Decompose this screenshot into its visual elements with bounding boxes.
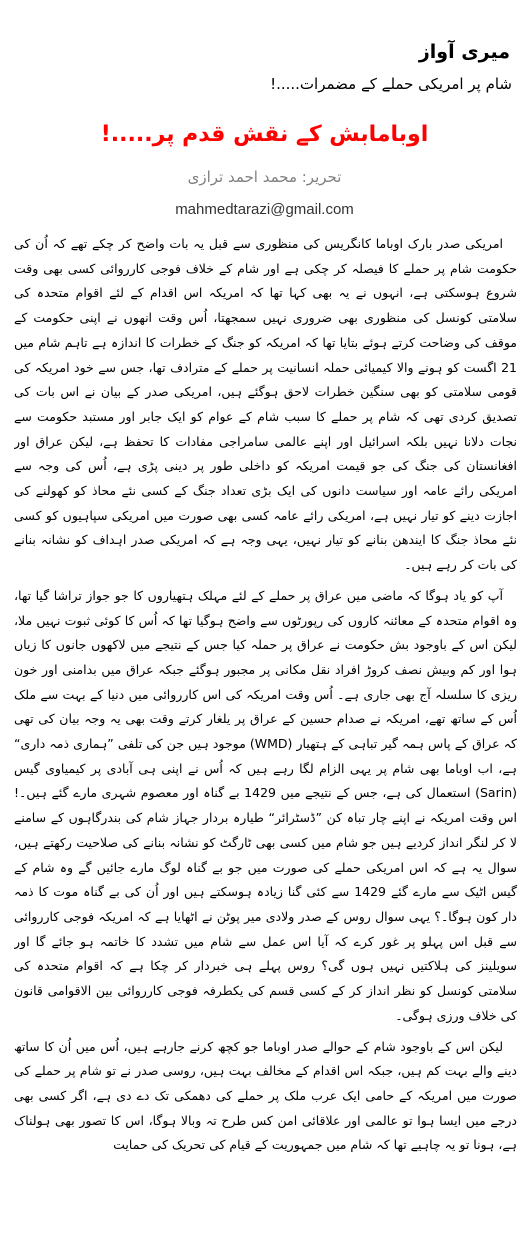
article-paragraph-1: امریکی صدر بارک اوباما کانگریس کی منظوری سے قبل یہ بات واضح کر چکے تھے کہ اُن کی حکومت شام پر حملے کا فیصلہ کر چکی ہے اور شام کے خلاف فوجی کارروائی کسی بھی وقت شروع ہوسکتی ہے، انہوں نے یہ بھی کہا تھا کہ امریکہ اس اقدام کے لئے اقوام متحدہ کی سلامتی کونسل کی منظوری بھی ضروری نہیں سمجھتا، اُس وقت انھوں نے اپنی حکومت کے موقف کی وضاحت کرتے ہوئے بتایا تھا کہ امریکہ کو جنگ کے خطرات کا اندازہ ہے تاہم شام میں 21 اگست کو ہونے والا کیمیائی حملہ انسانیت پر حملے کے مترادف تھا، جس سے خود امریکہ کی قومی سلامتی کو بھی سنگین خطرات لاحق ہوگئے ہیں، امریکی صدر کے بیان نے اس بات کی تصدیق کردی تھی کہ شام پر حملے کا سبب شام کے عوام کو ایک جابر اور مستبد حکومت سے نجات دلانا نہیں بلکہ اسرائیل اور اپنے عالمی سامراجی مفادات کا تحفظ ہے، لیکن عراق اور افغانستان کی جنگ کی جو قیمت امریکہ کو داخلی طور پر دینی پڑی ہے، اُس کی وجہ سے امریکی رائے عامہ اور سیاست دانوں کی ایک بڑی تعداد جنگ کے کسی نئے محاذ کو کھولنے کی اجازت دینے کو تیار نہیں ہے، امریکی رائے عامہ کسی بھی صورت میں امریکی سپاہیوں کو کسی نئے محاذ جنگ کا ایندھن بنانے کو تیار نہیں، یہی وجہ ہے کہ امریکی صدر اہداف کو نشانہ بنانے کی بات کر رہے ہیں۔ — [14, 236, 517, 573]
article-paragraph-3: لیکن اس کے باوجود شام کے حوالے صدر اوباما جو کچھ کرنے جارہے ہیں، اُس میں اُن کا ساتھ دینے والے بہت کم ہیں، جبکہ اس اقدام کے مخالف بہت ہیں، روسی صدر نے تو شام پر حملے کی صورت میں امریکہ کے حامی ایک عرب ملک پر حملے کی دھمکی تک دے دی ہے، اگر کسی بھی درجے میں ایسا ہوا تو عالمی اور علاقائی امن کس طرح تہ وبالا ہوگا، اس کا تصور بھی ہولناک ہے، ہونا تو یہ چاہیے تھا کہ شام میں جمہوریت کے قیام کی تحریک کی حمایت — [14, 1038, 517, 1153]
article-subheading: شام پر امریکی حملے کے مضمرات.....! — [270, 75, 512, 93]
article-headline: اوبامابش کے نقش قدم پر.....! — [100, 122, 429, 147]
author-byline: تحریر: محمد احمد ترازی — [187, 168, 342, 186]
article-body — [14, 232, 517, 1258]
column-title: میری آواز — [418, 41, 510, 63]
author-email: mahmedtarazi@gmail.com — [175, 201, 354, 218]
article-paragraph-2: آپ کو یاد ہوگا کہ ماضی میں عراق پر حملے کے لئے مہلک ہتھیاروں کا جو جواز تراشا گیا تھا، وہ اقوام متحدہ کے معائنہ کاروں کی رپورٹوں سے واضح ہوگیا تھا کہ اُس کا کوئی ثبوت نہیں ملا، لیکن اس کے باوجود بش حکومت نے عراق پر حملہ کیا جس کے نتیجے میں لاکھوں جانوں کا زیاں ہوا اور کم وبیش نصف کروڑ افراد نقل مکانی پر مجبور ہوگئے جبکہ عراق میں بدامنی اور خون ریزی کا سلسلہ آج بھی جاری ہے۔ اُس وقت امریکہ کی اس کارروائی میں دنیا کے بہت سے ملک اُس کے ساتھ تھے، امریکہ نے صدام حسین کے عراق پر یلغار کرتے وقت بھی یہ وجہ بیان کی تھی کہ عراق کے پاس ہمہ گیر تباہی کے ہتھیار (WMD) موجود ہیں جن کی تلفی ”ہماری ذمہ داری“ ہے، اب اوباما بھی شام پر یہی الزام لگا رہے ہیں کہ اُس نے اپنی ہی آبادی پر کیمیاوی گیس (Sarin) استعمال کی ہے، جس کے نتیجے میں 1429 بے گناہ اور معصوم شہری مارے گئے ہیں۔! اس وقت امریکہ نے اپنے چار تباہ کن ”ڈسٹرائر“ طیارہ بردار جہاز شام کی بندرگاہوں کے سامنے لا کر لنگر انداز کردیے ہیں جو شام میں کسی بھی ٹارگٹ کو نشانہ بنانے کی صلاحیت رکھتے ہیں، سوال یہ ہے کہ اس امریکی حملے کی صورت میں جو بے گناہ لوگ مارے جائیں گے وہ شام کے گیس اٹیک سے مارے گئے 1429 سے کئی گنا زیادہ ہوسکتے ہیں اور اُن کی بے گناہ موت کا ذمہ دار کون ہوگا۔؟ یہی سوال روس کے صدر ولادی میر پوٹن نے اٹھایا ہے کہ امریکہ فوجی کارروائی سے قبل اس پہلو پر غور کرے کہ آیا اس عمل سے شام میں تشدد کا خاتمہ ہو جائے گا اور سویلینز کی ہلاکتیں نہیں ہوں گی؟ روس پہلے ہی خبردار کر چکا ہے کہ اقوام متحدہ کی سلامتی کونسل کو نظر انداز کر کے کسی قسم کی یکطرفہ فوجی کارروائی بین الاقوامی قانون کی خلاف ورزی ہوگی۔ — [14, 587, 517, 1023]
